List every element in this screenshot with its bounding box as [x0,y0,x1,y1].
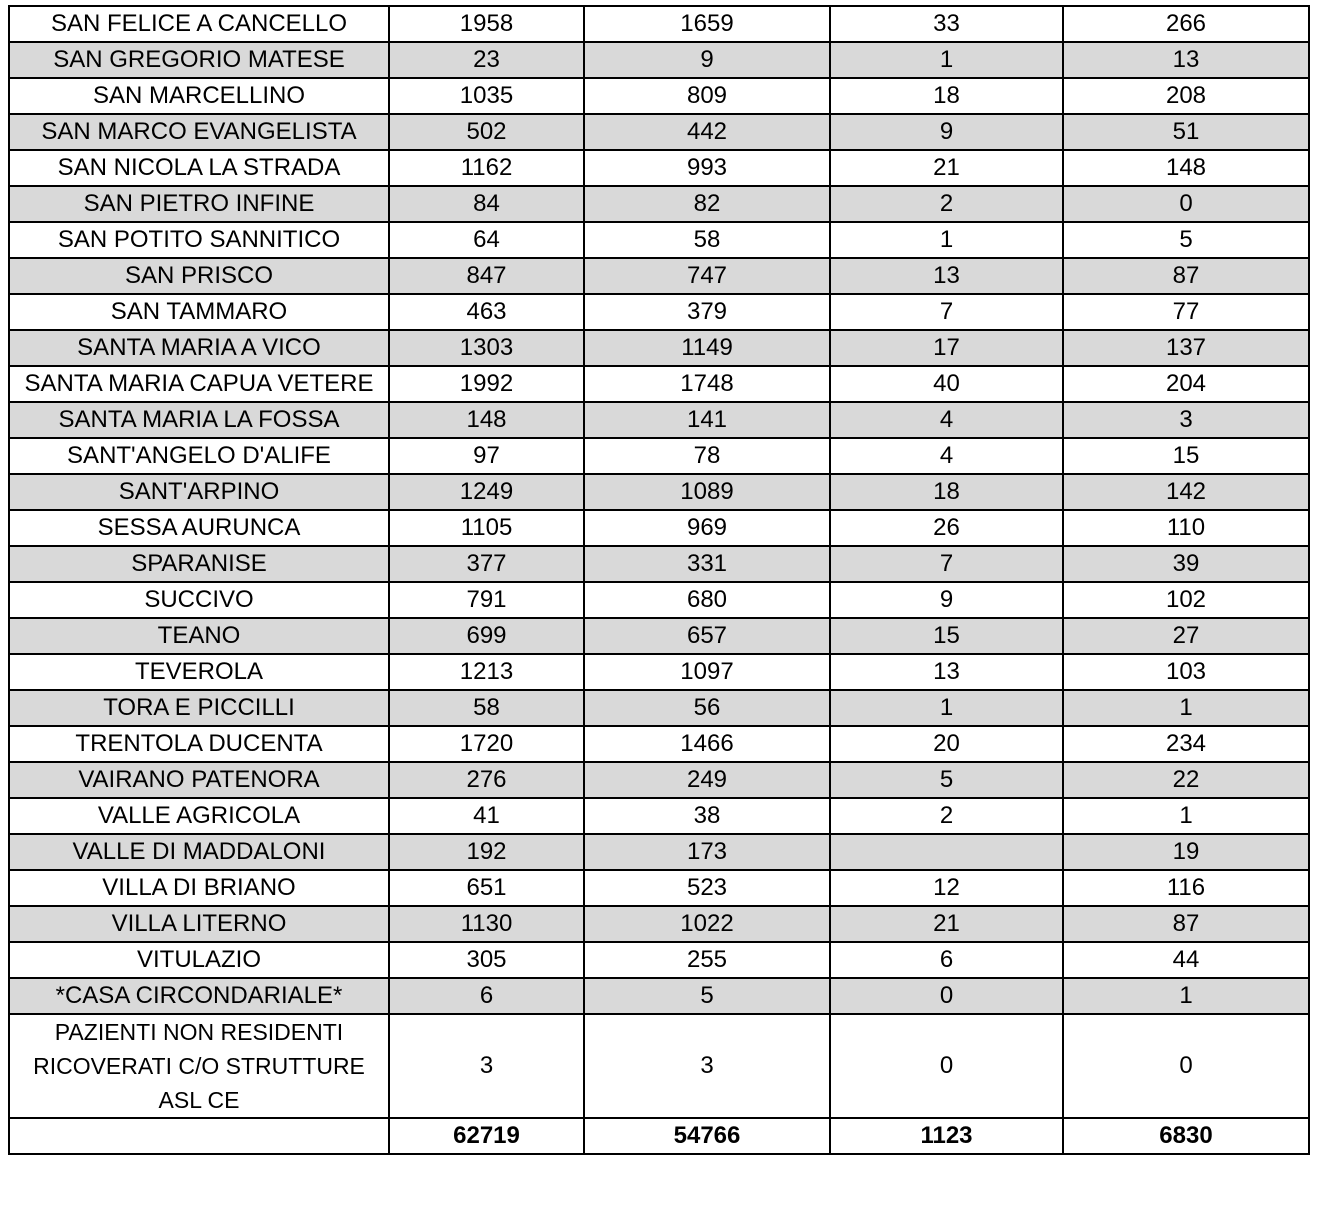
municipality-cell: VITULAZIO [9,942,389,978]
value-cell: 2 [830,798,1063,834]
value-cell: 1130 [389,906,584,942]
value-cell: 791 [389,582,584,618]
value-cell: 1303 [389,330,584,366]
table-row [9,6,1309,42]
table-row [9,690,1309,726]
value-cell: 33 [830,6,1063,42]
value-cell: 1992 [389,366,584,402]
table-row [9,114,1309,150]
value-cell: 44 [1063,942,1309,978]
value-cell: 17 [830,330,1063,366]
value-cell: 0 [830,978,1063,1014]
value-cell: 12 [830,870,1063,906]
municipality-cell: VAIRANO PATENORA [9,762,389,798]
value-cell: 38 [584,798,830,834]
value-cell: 9 [830,114,1063,150]
value-cell: 3 [584,1014,830,1118]
value-cell: 1 [830,690,1063,726]
table-row [9,222,1309,258]
value-cell: 1 [1063,690,1309,726]
value-cell: 1249 [389,474,584,510]
value-cell: 58 [389,690,584,726]
table-row [9,834,1309,870]
table-row [9,186,1309,222]
table-row [9,798,1309,834]
value-cell: 1466 [584,726,830,762]
value-cell: 4 [830,438,1063,474]
totals-label-cell [9,1118,389,1154]
value-cell: 266 [1063,6,1309,42]
value-cell: 847 [389,258,584,294]
value-cell: 747 [584,258,830,294]
total-cell: 6830 [1063,1118,1309,1154]
municipality-cell: SAN MARCO EVANGELISTA [9,114,389,150]
table-row [9,294,1309,330]
table-row [9,870,1309,906]
value-cell: 5 [1063,222,1309,258]
value-cell: 21 [830,906,1063,942]
value-cell: 102 [1063,582,1309,618]
value-cell: 18 [830,474,1063,510]
value-cell: 651 [389,870,584,906]
table-row [9,402,1309,438]
value-cell: 523 [584,870,830,906]
value-cell: 40 [830,366,1063,402]
value-cell: 173 [584,834,830,870]
value-cell: 78 [584,438,830,474]
value-cell: 21 [830,150,1063,186]
municipality-cell: SAN TAMMARO [9,294,389,330]
value-cell: 19 [1063,834,1309,870]
municipality-cell: VILLA DI BRIANO [9,870,389,906]
value-cell: 276 [389,762,584,798]
value-cell: 1035 [389,78,584,114]
value-cell: 1720 [389,726,584,762]
value-cell: 116 [1063,870,1309,906]
total-cell: 54766 [584,1118,830,1154]
municipality-cell: TORA E PICCILLI [9,690,389,726]
table-row [9,150,1309,186]
value-cell: 204 [1063,366,1309,402]
municipality-cell: SAN GREGORIO MATESE [9,42,389,78]
value-cell: 3 [389,1014,584,1118]
municipality-cell: TRENTOLA DUCENTA [9,726,389,762]
value-cell: 657 [584,618,830,654]
table-row [9,618,1309,654]
value-cell: 56 [584,690,830,726]
municipality-cell: SPARANISE [9,546,389,582]
value-cell: 502 [389,114,584,150]
municipality-cell: SANTA MARIA LA FOSSA [9,402,389,438]
value-cell: 4 [830,402,1063,438]
municipality-cell: SAN MARCELLINO [9,78,389,114]
municipality-cell: PAZIENTI NON RESIDENTI RICOVERATI C/O STRUTTURE ASL CE [9,1014,389,1118]
value-cell: 1162 [389,150,584,186]
value-cell: 6 [830,942,1063,978]
table-row [9,942,1309,978]
table-row [9,978,1309,1014]
value-cell: 0 [1063,186,1309,222]
value-cell: 192 [389,834,584,870]
value-cell: 379 [584,294,830,330]
value-cell: 0 [830,1014,1063,1118]
table-row [9,726,1309,762]
value-cell: 6 [389,978,584,1014]
value-cell: 141 [584,402,830,438]
value-cell: 0 [1063,1014,1309,1118]
table-row [9,42,1309,78]
value-cell: 208 [1063,78,1309,114]
value-cell: 2 [830,186,1063,222]
municipality-cell: SAN FELICE A CANCELLO [9,6,389,42]
municipality-cell: SANTA MARIA A VICO [9,330,389,366]
value-cell: 249 [584,762,830,798]
value-cell: 9 [584,42,830,78]
value-cell: 82 [584,186,830,222]
value-cell: 969 [584,510,830,546]
value-cell: 1213 [389,654,584,690]
value-cell: 58 [584,222,830,258]
value-cell: 1 [1063,978,1309,1014]
municipality-cell: SAN POTITO SANNITICO [9,222,389,258]
value-cell: 13 [830,258,1063,294]
value-cell: 1 [830,42,1063,78]
table-row [9,1014,1309,1118]
value-cell: 13 [1063,42,1309,78]
municipality-cell: SUCCIVO [9,582,389,618]
municipality-cell: VALLE DI MADDALONI [9,834,389,870]
value-cell: 1748 [584,366,830,402]
value-cell: 142 [1063,474,1309,510]
totals-row [9,1118,1309,1154]
value-cell: 1 [1063,798,1309,834]
municipality-cell: SAN NICOLA LA STRADA [9,150,389,186]
value-cell: 64 [389,222,584,258]
value-cell: 27 [1063,618,1309,654]
table-body [9,6,1309,1154]
municipality-cell: VALLE AGRICOLA [9,798,389,834]
value-cell: 97 [389,438,584,474]
value-cell: 1105 [389,510,584,546]
value-cell: 7 [830,546,1063,582]
value-cell: 1 [830,222,1063,258]
value-cell: 1089 [584,474,830,510]
table-row [9,762,1309,798]
value-cell: 809 [584,78,830,114]
value-cell: 148 [389,402,584,438]
value-cell: 699 [389,618,584,654]
value-cell: 377 [389,546,584,582]
value-cell: 148 [1063,150,1309,186]
total-cell: 62719 [389,1118,584,1154]
value-cell: 5 [584,978,830,1014]
value-cell: 23 [389,42,584,78]
value-cell: 305 [389,942,584,978]
value-cell: 7 [830,294,1063,330]
municipality-cell: *CASA CIRCONDARIALE* [9,978,389,1014]
municipality-cell: TEANO [9,618,389,654]
value-cell: 1149 [584,330,830,366]
value-cell: 87 [1063,258,1309,294]
value-cell: 15 [1063,438,1309,474]
table-row [9,366,1309,402]
value-cell: 442 [584,114,830,150]
value-cell [830,834,1063,870]
municipality-cell: SANT'ANGELO D'ALIFE [9,438,389,474]
municipality-cell: SANTA MARIA CAPUA VETERE [9,366,389,402]
municipality-cell: SAN PRISCO [9,258,389,294]
value-cell: 3 [1063,402,1309,438]
value-cell: 87 [1063,906,1309,942]
table-row [9,546,1309,582]
table-row [9,582,1309,618]
value-cell: 26 [830,510,1063,546]
value-cell: 103 [1063,654,1309,690]
value-cell: 15 [830,618,1063,654]
table-row [9,78,1309,114]
total-cell: 1123 [830,1118,1063,1154]
value-cell: 255 [584,942,830,978]
table-row [9,330,1309,366]
value-cell: 1958 [389,6,584,42]
table-row [9,438,1309,474]
municipality-cell: SESSA AURUNCA [9,510,389,546]
value-cell: 13 [830,654,1063,690]
municipality-cell: TEVEROLA [9,654,389,690]
municipality-cell: VILLA LITERNO [9,906,389,942]
value-cell: 84 [389,186,584,222]
value-cell: 41 [389,798,584,834]
value-cell: 18 [830,78,1063,114]
value-cell: 137 [1063,330,1309,366]
table-row [9,474,1309,510]
data-table [8,5,1310,1155]
value-cell: 993 [584,150,830,186]
value-cell: 331 [584,546,830,582]
value-cell: 22 [1063,762,1309,798]
value-cell: 1659 [584,6,830,42]
value-cell: 1097 [584,654,830,690]
value-cell: 77 [1063,294,1309,330]
value-cell: 463 [389,294,584,330]
value-cell: 39 [1063,546,1309,582]
table-row [9,654,1309,690]
table-row [9,258,1309,294]
value-cell: 20 [830,726,1063,762]
value-cell: 110 [1063,510,1309,546]
table-row [9,510,1309,546]
value-cell: 5 [830,762,1063,798]
value-cell: 680 [584,582,830,618]
municipality-cell: SAN PIETRO INFINE [9,186,389,222]
value-cell: 1022 [584,906,830,942]
value-cell: 234 [1063,726,1309,762]
table-row [9,906,1309,942]
municipality-cell: SANT'ARPINO [9,474,389,510]
value-cell: 9 [830,582,1063,618]
value-cell: 51 [1063,114,1309,150]
